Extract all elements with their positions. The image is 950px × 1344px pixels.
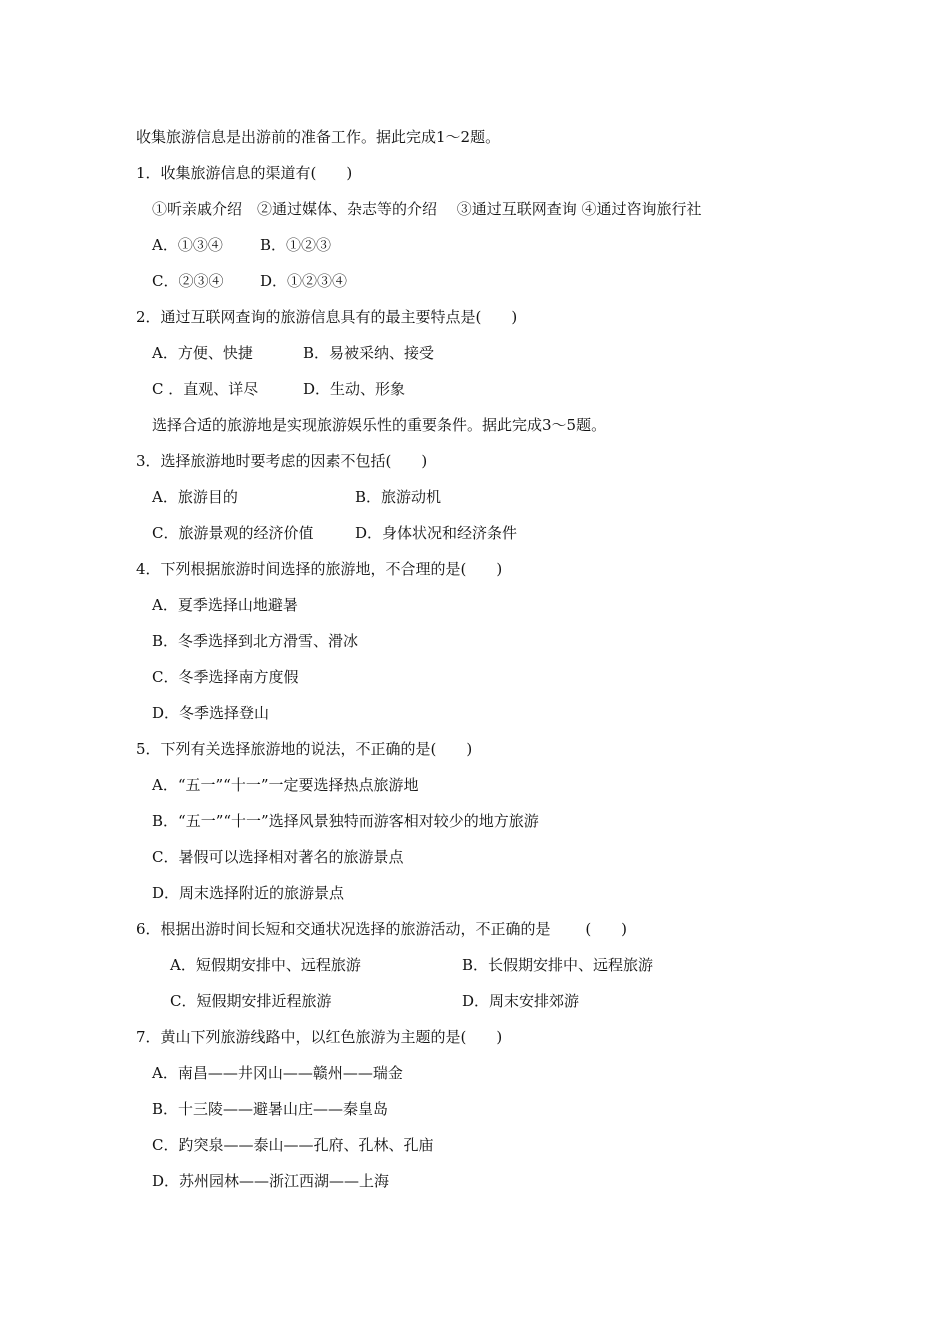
- question-6-option-a: A．短假期安排中、远程旅游: [170, 956, 361, 974]
- question-1-option-b: B．①②③: [260, 236, 332, 254]
- question-3-option-c: C．旅游景观的经济价值: [152, 524, 314, 542]
- question-1-option-a: A．①③④: [152, 236, 223, 254]
- question-5-stem: 5．下列有关选择旅游地的说法，不正确的是( ): [136, 740, 473, 758]
- question-6-option-d: D．周末安排郊游: [462, 992, 580, 1010]
- question-2-option-d: D．生动、形象: [303, 380, 406, 398]
- question-4-option-a: A．夏季选择山地避暑: [152, 596, 298, 614]
- question-7-stem: 7．黄山下列旅游线路中，以红色旅游为主题的是( ): [136, 1028, 503, 1046]
- question-3-option-d: D．身体状况和经济条件: [355, 524, 518, 542]
- question-1-option-d: D．①②③④: [260, 272, 348, 290]
- question-5-option-b: B．“五一”“十一”选择风景独特而游客相对较少的地方旅游: [152, 812, 539, 830]
- intro-1-2: 收集旅游信息是出游前的准备工作。据此完成1～2题。: [136, 128, 501, 146]
- question-1-stem: 1．收集旅游信息的渠道有( ): [136, 164, 353, 182]
- question-4-stem: 4．下列根据旅游时间选择的旅游地，不合理的是( ): [136, 560, 503, 578]
- question-2-stem: 2．通过互联网查询的旅游信息具有的最主要特点是( ): [136, 308, 518, 326]
- question-5-option-a: A．“五一”“十一”一定要选择热点旅游地: [152, 776, 419, 794]
- question-5-option-c: C．暑假可以选择相对著名的旅游景点: [152, 848, 404, 866]
- intro-3-5: 选择合适的旅游地是实现旅游娱乐性的重要条件。据此完成3～5题。: [152, 416, 607, 434]
- question-1-option-c: C．②③④: [152, 272, 224, 290]
- question-7-option-a: A．南昌——井冈山——赣州——瑞金: [152, 1064, 403, 1082]
- question-4-option-b: B．冬季选择到北方滑雪、滑冰: [152, 632, 359, 650]
- question-6-option-b: B．长假期安排中、远程旅游: [462, 956, 654, 974]
- question-3-option-b: B．旅游动机: [355, 488, 442, 506]
- question-5-option-d: D．周末选择附近的旅游景点: [152, 884, 345, 902]
- question-7-option-b: B．十三陵——避暑山庄——秦皇岛: [152, 1100, 389, 1118]
- question-1-statements: ①听亲戚介绍 ②通过媒体、杂志等的介绍 ③通过互联网查询 ④通过咨询旅行社: [152, 200, 702, 218]
- question-4-option-d: D．冬季选择登山: [152, 704, 270, 722]
- question-7-option-c: C．趵突泉——泰山——孔府、孔林、孔庙: [152, 1136, 434, 1154]
- question-6-option-c: C．短假期安排近程旅游: [170, 992, 332, 1010]
- question-3-stem: 3．选择旅游地时要考虑的因素不包括( ): [136, 452, 428, 470]
- question-2-option-c: C ．直观、详尽: [152, 380, 259, 398]
- question-3-option-a: A．旅游目的: [152, 488, 238, 506]
- question-2-option-a: A．方便、快捷: [152, 344, 253, 362]
- question-2-option-b: B．易被采纳、接受: [303, 344, 435, 362]
- question-4-option-c: C．冬季选择南方度假: [152, 668, 299, 686]
- question-7-option-d: D．苏州园林——浙江西湖——上海: [152, 1172, 390, 1190]
- question-6-stem: 6．根据出游时间长短和交通状况选择的旅游活动，不正确的是 ( ): [136, 920, 628, 938]
